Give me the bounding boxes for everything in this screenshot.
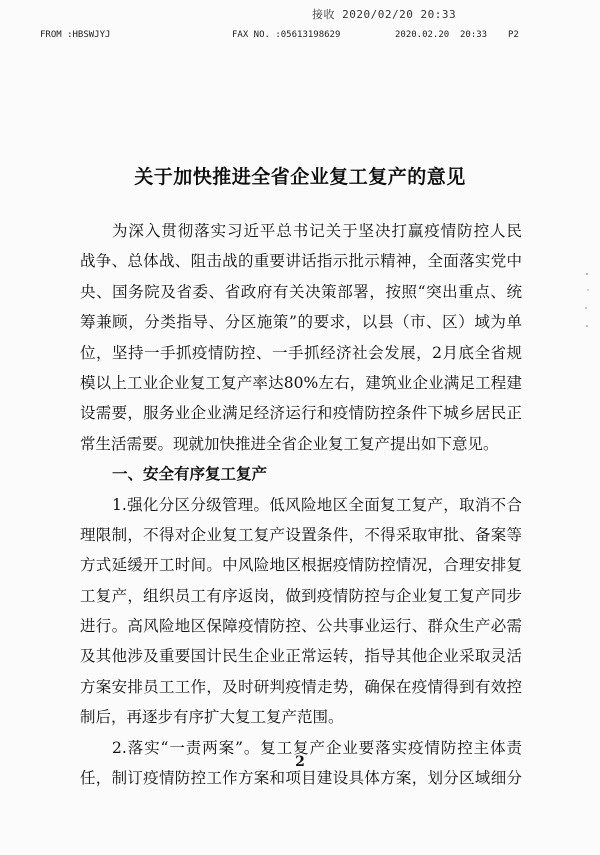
fax-page: P2 <box>508 30 519 40</box>
body-line: 模以上工业企业复工复产率达80%左右，建筑业企业满足工程建 <box>80 373 522 392</box>
page-number: 2 <box>295 754 305 770</box>
body-line: 常生活需要。现就加快推进全省企业复工复产提出如下意见。 <box>80 434 499 453</box>
body-line: 方式延缓开工时间。中风险地区根据疫情防控情况，合理安排复 <box>80 556 522 575</box>
body-line: 方案安排员工工作，及时研判疫情走势，确保在疫情得到有效控 <box>80 677 522 696</box>
body-line: 进行。高风险地区保障疫情防控、公共事业运行、群众生产必需 <box>80 617 522 636</box>
document-title: 关于加快推进全省企业复工复产的意见 <box>134 166 466 188</box>
body-line: 任，制订疫情防控工作方案和项目建设具体方案，划分区域细分 <box>80 769 522 788</box>
scan-noise-marks <box>582 270 592 330</box>
fax-number: FAX NO. :05613198629 <box>232 30 341 40</box>
body-line: 央、国务院及省委、省政府有关决策部署，按照“突出重点、统 <box>80 282 522 301</box>
fax-from: FROM :HBSWJYJ <box>40 30 111 40</box>
body-line: 2.落实“一责两案”。复工复产企业要落实疫情防控主体责 <box>112 738 522 757</box>
body-line: 及其他涉及重要国计民生企业正常运转，指导其他企业采取灵活 <box>80 647 522 666</box>
receipt-stamp: 接收 2020/02/20 20:33 <box>312 8 457 21</box>
body-line: 工复产，组织员工有序返岗，做到疫情防控与企业复工复产同步 <box>80 586 522 605</box>
body-line: 1.强化分区分级管理。低风险地区全面复工复产，取消不合 <box>112 495 522 514</box>
fax-header <box>0 30 600 44</box>
body-line: 理限制，不得对企业复工复产设置条件，不得采取审批、备案等 <box>80 525 522 544</box>
body-line: 设需要，服务业企业满足经济运行和疫情防控条件下城乡居民正 <box>80 404 522 423</box>
body-line: 筹兼顾，分类指导、分区施策”的要求，以县（市、区）域为单 <box>80 313 522 332</box>
document-body <box>80 216 522 793</box>
body-line: 战争、总体战、阻击战的重要讲话指示批示精神，全面落实党中 <box>80 252 522 271</box>
section-heading: 一、安全有序复工复产 <box>112 465 268 484</box>
fax-time: 20:33 <box>460 30 488 40</box>
body-line: 为深入贯彻落实习近平总书记关于坚决打赢疫情防控人民 <box>112 222 522 240</box>
body-line: 制后，再逐步有序扩大复工复产范围。 <box>80 708 344 727</box>
body-line: 位，坚持一手抓疫情防控、一手抓经济社会发展，2月底全省规 <box>80 343 522 362</box>
fax-date: 2020.02.20 <box>395 30 450 40</box>
